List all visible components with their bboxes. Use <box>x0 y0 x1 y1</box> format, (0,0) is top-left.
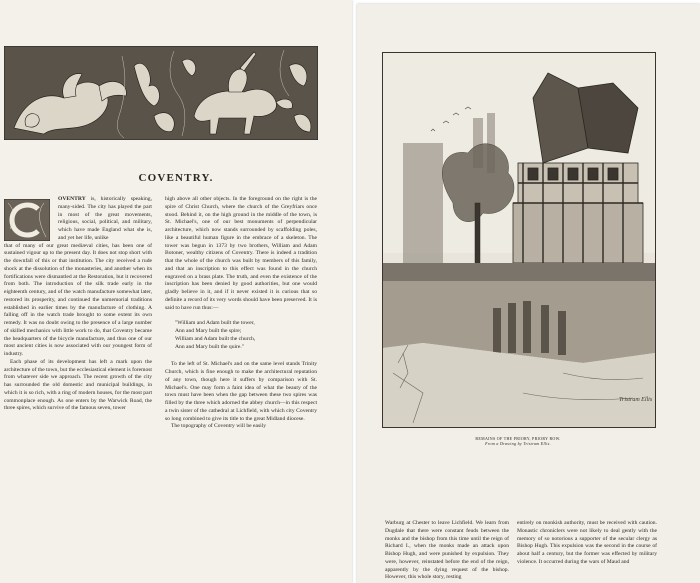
paragraph-6: Warburg at Chester to leave Lichfield. We learn from Dugdale that there were constant feuds between the monks and the bishop from this time until the reign of Richard I., when the monks made an attack upon Bishop Hugh, and were punished by expulsion. They were, however, reinstated before the end of the reign, apparently by the dying request of the bishop. However, this whole story, resting <box>385 520 509 581</box>
paragraph-3: high above all other objects. In the foreground on the right is the spire of Christ Church, where the church of the Greyfriars once stood. Behind it, on the high ground in the middle of the town, is St. Michael's, one of our best monuments of perpendicular architecture, which now stands surrounded by scaffolding poles, like a beautiful human figure in the embrace of a skeleton. The tower was begun in 1373 by two brothers, William and Adam Botoner, wealthy citizens of Coventry. There is indeed a tradition that the whole of the church was built by members of this family, and that an inscription to this effect was found in the church engraved on a brass plate. The truth, and even the existence of the inscription has been denied by good authorities, but one would gladly believe in it, and if it never existed it is curious that so definite a record of its very words should have been preserved. It is said to have run thus:— <box>165 196 317 311</box>
paragraph-4: To the left of St. Michael's and on the same level stands Trinity Church, which is fine enough to make the architectural reputation of any town, though here it suffers by comparison with St. Michael's. One may form a faint idea of what the beauty of the town must have been when the gap between these two spires was filled by the three which adorned the abbey church—in this respect a twin sister of the cathedral at Lichfield, with which city Coventry so long combined to give its title to the great Midland diocese. <box>165 361 317 422</box>
decorative-banner-engraving <box>4 46 318 140</box>
left-column-1 <box>4 196 152 413</box>
illustration-credit: From a Drawing by Tristram Ellis. <box>485 441 551 446</box>
paragraph-7: entirely on monkish authority, must be received with caution. Monastic chroniclers were not likely to deal gently with the memory of so notorious a supporter of the secular clergy as Bishop Hugh. This expulsion was the second in the course of about half a century, but the former was effected by military violence. It occurred during the wars of Maud and <box>517 520 657 565</box>
left-column-2 <box>165 196 317 431</box>
verse-quote: "William and Adam built the tower, Ann and Mary built the spire; William and Adam built the church, Ann and Mary built the quire." <box>175 320 256 350</box>
right-page <box>357 4 700 583</box>
priory-remains-illustration <box>382 52 656 428</box>
paragraph-2: Each phase of its development has left a mark upon the architecture of the town, but the ecclesiastical element is foremost from whatever side we approach. The recent growth of the city has surrounded the old domestic and municipal buildings, in which it is so rich, with a ring of modern houses, for the most part commonplace enough. As one enters by the Warwick Road, the three spires, which survive of the famous seven, tower <box>4 358 152 412</box>
intro-paragraph: is, historically speaking, many-sided. The city has played the part in most of the great movements, religious, social, political, and military, which have made England what she is, and yet her life, unlike <box>58 196 152 241</box>
illustration-caption: REMAINS OF THE PRIORY, PRIORY ROW. <box>475 436 561 441</box>
paragraph-5: The topography of Coventry will be easily <box>171 423 267 430</box>
artist-signature: Tristram Ellis <box>619 397 653 403</box>
right-column-1 <box>385 520 509 582</box>
right-column-2 <box>517 520 657 567</box>
article-title: COVENTRY. <box>138 172 214 184</box>
paragraph-1: that of many of our great mediæval cities, has been one of sustained vigour up to the present day. It does not stop short with the downfall of this or that institution. The city received a rude shock at the dissolution of the monasteries, and another when its fortifications were dismantled at the Restoration, but it recovered from both. The introduction of the silk trade early in the eighteenth century, and of the watch manufacture somewhat later, restored its prosperity, and continued the unmemorial traditions established in earlier times by the manufacture of clothing. A falling off in the watch trade brought to some extent its own remedy. It was no doubt owing to the presence of a large number of skilled mechanics with little work to do, that Coventry became the headquarters of the bicycle manufacture, and thus one of our most ancient cities is now associated with our youngest form of industry. <box>4 242 152 357</box>
intro-first-words: OVENTRY <box>58 196 86 202</box>
